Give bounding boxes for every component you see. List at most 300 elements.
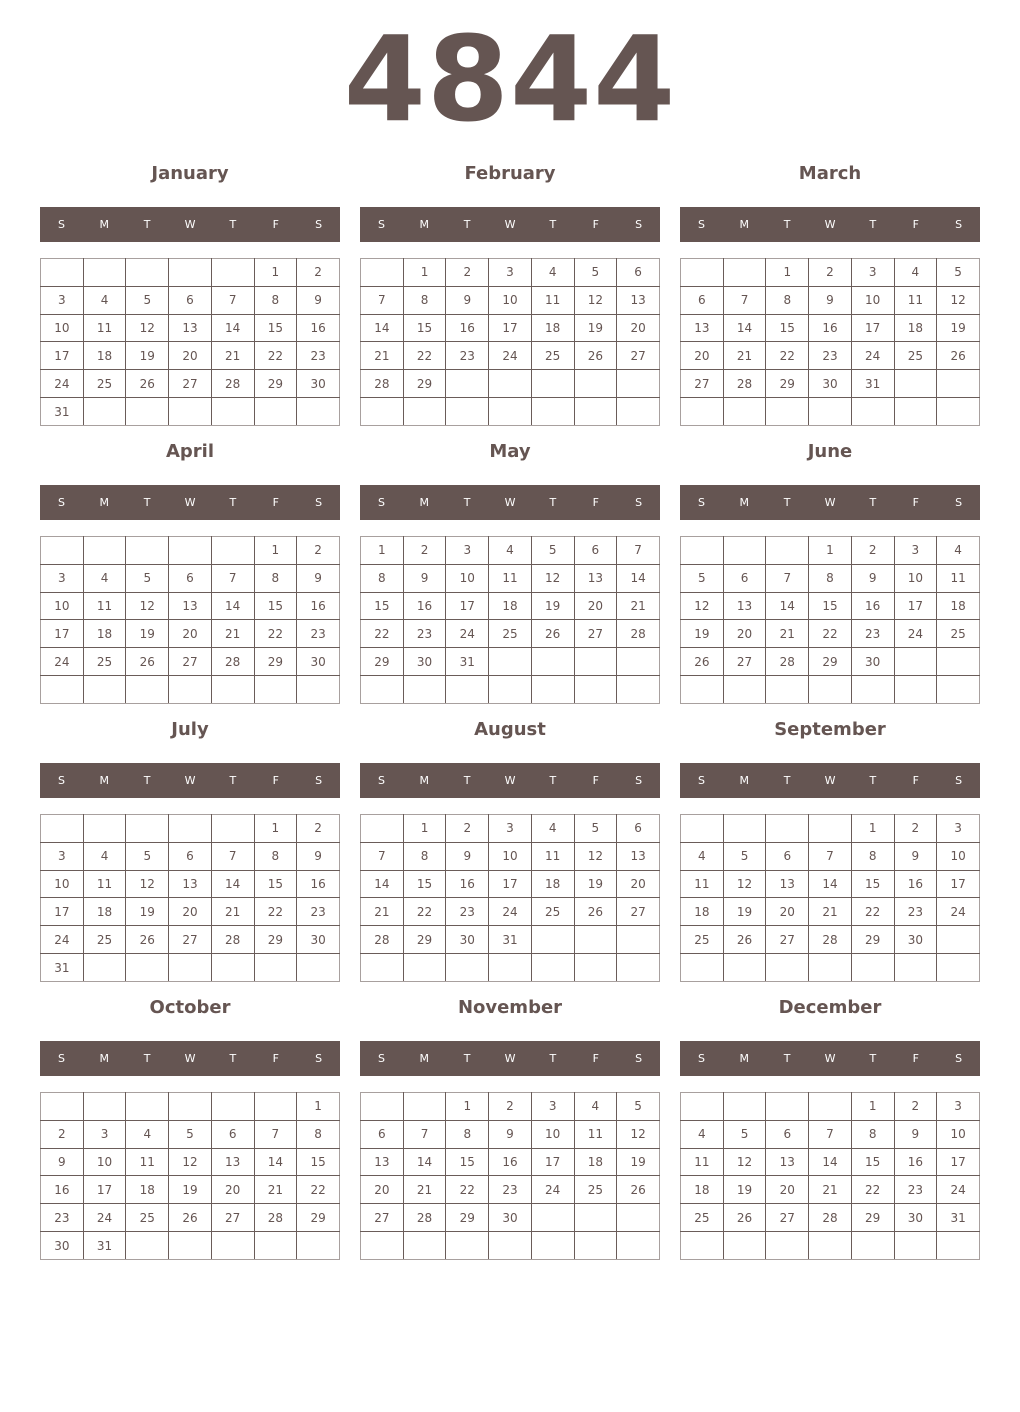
- day-cell: 6: [617, 815, 660, 843]
- day-cell: [681, 676, 724, 704]
- day-cell: 15: [809, 592, 852, 620]
- day-cell: 1: [361, 537, 404, 565]
- day-cell: [297, 1232, 340, 1260]
- day-cell: 28: [809, 1204, 852, 1232]
- weekday-label: M: [99, 1052, 110, 1065]
- day-cell: [937, 676, 980, 704]
- day-cell: [169, 259, 212, 287]
- week-row: [41, 1120, 340, 1148]
- day-cell: 2: [894, 815, 937, 843]
- day-cell: 17: [894, 592, 937, 620]
- day-cell: [894, 370, 937, 398]
- day-cell: 14: [617, 564, 660, 592]
- day-cell: 27: [766, 1204, 809, 1232]
- week-row: [41, 954, 340, 982]
- week-row: [361, 842, 660, 870]
- month-title: May: [489, 441, 531, 462]
- day-cell: 17: [937, 1148, 980, 1176]
- weekday-header: [40, 207, 340, 242]
- day-cell: 7: [211, 564, 254, 592]
- day-cell: [766, 398, 809, 426]
- weekday-header: [680, 763, 980, 798]
- day-cell: [361, 954, 404, 982]
- week-row: [681, 954, 980, 982]
- weekday-header: [360, 763, 660, 798]
- day-cell: [361, 398, 404, 426]
- day-cell: 18: [531, 870, 574, 898]
- day-cell: 21: [809, 1176, 852, 1204]
- day-cell: 1: [254, 815, 297, 843]
- day-cell: [723, 1232, 766, 1260]
- day-cell: 10: [41, 314, 84, 342]
- week-row: [41, 342, 340, 370]
- weekday-label: T: [549, 218, 557, 231]
- day-grid: [40, 258, 340, 426]
- day-cell: [41, 676, 84, 704]
- day-cell: 31: [937, 1204, 980, 1232]
- week-row: [681, 537, 980, 565]
- week-row: [681, 314, 980, 342]
- weekday-label: F: [592, 496, 599, 509]
- day-cell: 4: [531, 815, 574, 843]
- day-cell: 3: [489, 259, 532, 287]
- day-cell: 11: [83, 870, 126, 898]
- day-cell: [446, 370, 489, 398]
- day-cell: 9: [297, 286, 340, 314]
- day-cell: [41, 1093, 84, 1121]
- day-cell: 14: [766, 592, 809, 620]
- day-cell: 6: [169, 286, 212, 314]
- day-cell: [723, 259, 766, 287]
- day-cell: 24: [489, 898, 532, 926]
- day-cell: 4: [937, 537, 980, 565]
- day-cell: 7: [361, 286, 404, 314]
- day-grid: [680, 1092, 980, 1260]
- day-cell: [766, 954, 809, 982]
- day-cell: 4: [489, 537, 532, 565]
- day-cell: [41, 259, 84, 287]
- day-cell: 13: [169, 870, 212, 898]
- week-row: [681, 898, 980, 926]
- day-cell: [169, 1232, 212, 1260]
- day-cell: [574, 370, 617, 398]
- day-cell: 14: [361, 314, 404, 342]
- day-cell: 29: [297, 1204, 340, 1232]
- day-cell: 8: [766, 286, 809, 314]
- day-cell: 23: [403, 620, 446, 648]
- day-cell: 7: [809, 842, 852, 870]
- weekday-label: S: [697, 218, 705, 231]
- day-cell: 6: [723, 564, 766, 592]
- week-row: [41, 1232, 340, 1260]
- day-cell: 15: [766, 314, 809, 342]
- day-cell: 13: [766, 1148, 809, 1176]
- day-cell: [809, 1232, 852, 1260]
- day-cell: 2: [297, 537, 340, 565]
- week-row: [361, 286, 660, 314]
- day-cell: 24: [489, 342, 532, 370]
- day-cell: 8: [297, 1120, 340, 1148]
- week-row: [681, 259, 980, 287]
- day-cell: 27: [211, 1204, 254, 1232]
- day-cell: 15: [361, 592, 404, 620]
- weekday-label: T: [463, 774, 471, 787]
- day-cell: [254, 954, 297, 982]
- day-cell: 2: [446, 815, 489, 843]
- day-cell: 24: [41, 926, 84, 954]
- day-cell: 15: [254, 314, 297, 342]
- day-cell: 28: [211, 370, 254, 398]
- week-row: [41, 1093, 340, 1121]
- day-cell: 18: [937, 592, 980, 620]
- day-cell: 25: [531, 342, 574, 370]
- day-cell: [126, 398, 169, 426]
- weekday-label: S: [315, 218, 323, 231]
- day-cell: 6: [681, 286, 724, 314]
- week-row: [361, 648, 660, 676]
- day-cell: [41, 537, 84, 565]
- day-cell: 7: [361, 842, 404, 870]
- day-cell: 5: [169, 1120, 212, 1148]
- weekday-label: F: [272, 1052, 279, 1065]
- weekday-label: W: [504, 1052, 516, 1065]
- day-cell: 6: [169, 564, 212, 592]
- month-title: September: [774, 719, 886, 740]
- day-cell: 4: [681, 842, 724, 870]
- day-cell: 10: [446, 564, 489, 592]
- day-cell: 9: [489, 1120, 532, 1148]
- weekday-label: W: [824, 218, 836, 231]
- day-cell: 25: [489, 620, 532, 648]
- week-row: [361, 1176, 660, 1204]
- day-grid: [360, 1092, 660, 1260]
- day-cell: 1: [851, 1093, 894, 1121]
- day-cell: 29: [446, 1204, 489, 1232]
- month-title: April: [165, 441, 215, 462]
- day-cell: [297, 676, 340, 704]
- day-cell: 20: [211, 1176, 254, 1204]
- weekday-label: W: [504, 496, 516, 509]
- day-cell: 28: [361, 926, 404, 954]
- day-cell: 9: [403, 564, 446, 592]
- weekday-label: S: [697, 774, 705, 787]
- weekday-label: T: [549, 774, 557, 787]
- day-cell: 29: [809, 648, 852, 676]
- day-cell: 2: [297, 259, 340, 287]
- day-cell: 16: [297, 592, 340, 620]
- day-cell: 21: [617, 592, 660, 620]
- day-cell: 8: [361, 564, 404, 592]
- day-cell: 5: [723, 842, 766, 870]
- day-cell: 23: [809, 342, 852, 370]
- day-cell: [937, 954, 980, 982]
- weekday-label: S: [377, 218, 385, 231]
- weekday-header: [360, 1041, 660, 1076]
- day-cell: [361, 676, 404, 704]
- day-cell: 16: [489, 1148, 532, 1176]
- weekday-label: M: [419, 1052, 430, 1065]
- day-cell: 3: [894, 537, 937, 565]
- day-cell: 23: [446, 898, 489, 926]
- day-cell: 19: [937, 314, 980, 342]
- day-cell: 1: [403, 815, 446, 843]
- day-cell: 1: [446, 1093, 489, 1121]
- day-cell: [126, 954, 169, 982]
- day-cell: 23: [851, 620, 894, 648]
- day-cell: 13: [169, 314, 212, 342]
- day-cell: [403, 676, 446, 704]
- week-row: [361, 564, 660, 592]
- week-row: [681, 1120, 980, 1148]
- day-cell: [531, 954, 574, 982]
- day-cell: [489, 398, 532, 426]
- weekday-label: S: [57, 218, 65, 231]
- day-cell: [937, 648, 980, 676]
- week-row: [361, 1204, 660, 1232]
- weekday-header: [680, 1041, 980, 1076]
- day-cell: 8: [446, 1120, 489, 1148]
- day-cell: [403, 1093, 446, 1121]
- day-cell: 14: [403, 1148, 446, 1176]
- day-cell: 11: [83, 314, 126, 342]
- weekday-label: M: [739, 1052, 750, 1065]
- day-cell: 14: [254, 1148, 297, 1176]
- day-cell: [211, 1232, 254, 1260]
- weekday-label: T: [463, 218, 471, 231]
- day-cell: 13: [617, 286, 660, 314]
- day-cell: 5: [126, 842, 169, 870]
- day-cell: [681, 259, 724, 287]
- day-cell: 1: [254, 259, 297, 287]
- day-cell: [126, 676, 169, 704]
- weekday-label: T: [783, 496, 791, 509]
- week-row: [361, 898, 660, 926]
- day-cell: 12: [937, 286, 980, 314]
- day-cell: 29: [254, 370, 297, 398]
- day-cell: [617, 676, 660, 704]
- day-cell: 9: [446, 842, 489, 870]
- day-cell: [574, 1232, 617, 1260]
- day-cell: [446, 954, 489, 982]
- weekday-label: F: [912, 1052, 919, 1065]
- day-cell: 5: [937, 259, 980, 287]
- day-cell: 15: [403, 870, 446, 898]
- day-cell: 16: [403, 592, 446, 620]
- weekday-label: S: [315, 774, 323, 787]
- weekday-label: M: [739, 496, 750, 509]
- day-cell: 22: [809, 620, 852, 648]
- day-cell: 24: [937, 1176, 980, 1204]
- day-cell: 12: [574, 842, 617, 870]
- day-cell: 6: [361, 1120, 404, 1148]
- day-cell: 26: [723, 1204, 766, 1232]
- day-cell: 20: [617, 870, 660, 898]
- day-cell: [403, 398, 446, 426]
- weekday-label: S: [955, 1052, 963, 1065]
- week-row: [681, 815, 980, 843]
- weekday-label: S: [697, 1052, 705, 1065]
- day-cell: 21: [361, 898, 404, 926]
- day-cell: 31: [446, 648, 489, 676]
- day-cell: 1: [403, 259, 446, 287]
- weekday-header: [40, 763, 340, 798]
- day-cell: 22: [851, 1176, 894, 1204]
- day-cell: [254, 398, 297, 426]
- day-cell: [809, 398, 852, 426]
- weekday-label: W: [184, 774, 196, 787]
- day-cell: 7: [254, 1120, 297, 1148]
- week-row: [41, 1204, 340, 1232]
- week-row: [681, 370, 980, 398]
- day-cell: [894, 648, 937, 676]
- day-cell: 20: [681, 342, 724, 370]
- day-cell: 18: [83, 620, 126, 648]
- week-row: [41, 592, 340, 620]
- day-cell: 9: [894, 1120, 937, 1148]
- weekday-header: [40, 1041, 340, 1076]
- day-cell: 2: [41, 1120, 84, 1148]
- weekday-label: T: [229, 496, 237, 509]
- day-grid: [360, 536, 660, 704]
- day-cell: [851, 1232, 894, 1260]
- day-cell: [894, 398, 937, 426]
- day-cell: [809, 815, 852, 843]
- day-cell: 22: [766, 342, 809, 370]
- weekday-header: [360, 207, 660, 242]
- day-cell: [937, 926, 980, 954]
- week-row: [41, 564, 340, 592]
- day-cell: 27: [169, 648, 212, 676]
- day-cell: 17: [531, 1148, 574, 1176]
- day-cell: 11: [681, 1148, 724, 1176]
- day-cell: [617, 648, 660, 676]
- day-cell: 29: [403, 370, 446, 398]
- day-cell: [531, 676, 574, 704]
- day-cell: 7: [723, 286, 766, 314]
- day-cell: 13: [169, 592, 212, 620]
- day-cell: 18: [126, 1176, 169, 1204]
- day-cell: 26: [617, 1176, 660, 1204]
- day-cell: 12: [574, 286, 617, 314]
- weekday-label: S: [635, 496, 643, 509]
- day-cell: 26: [681, 648, 724, 676]
- day-cell: [361, 815, 404, 843]
- day-cell: 3: [41, 842, 84, 870]
- week-row: [681, 342, 980, 370]
- day-cell: [531, 398, 574, 426]
- day-cell: 18: [894, 314, 937, 342]
- day-cell: 11: [681, 870, 724, 898]
- day-cell: 10: [41, 870, 84, 898]
- weekday-label: M: [419, 774, 430, 787]
- day-cell: 27: [617, 342, 660, 370]
- weekday-label: T: [869, 774, 877, 787]
- day-cell: 23: [41, 1204, 84, 1232]
- day-cell: 26: [574, 342, 617, 370]
- day-cell: 17: [41, 342, 84, 370]
- day-cell: 26: [126, 370, 169, 398]
- day-cell: 16: [297, 870, 340, 898]
- day-cell: 27: [574, 620, 617, 648]
- day-cell: 19: [681, 620, 724, 648]
- day-cell: 19: [723, 1176, 766, 1204]
- weekday-label: S: [697, 496, 705, 509]
- day-cell: 18: [489, 592, 532, 620]
- day-cell: [403, 1232, 446, 1260]
- day-cell: 12: [169, 1148, 212, 1176]
- day-cell: [126, 537, 169, 565]
- day-cell: [681, 398, 724, 426]
- day-cell: 21: [361, 342, 404, 370]
- weekday-label: W: [824, 774, 836, 787]
- day-cell: 6: [211, 1120, 254, 1148]
- day-cell: 26: [126, 648, 169, 676]
- day-cell: [361, 1232, 404, 1260]
- day-cell: [531, 926, 574, 954]
- day-cell: [83, 954, 126, 982]
- day-cell: [211, 1093, 254, 1121]
- day-cell: 3: [937, 815, 980, 843]
- day-cell: 9: [297, 842, 340, 870]
- day-cell: 30: [403, 648, 446, 676]
- weekday-label: W: [824, 1052, 836, 1065]
- day-cell: [169, 1093, 212, 1121]
- day-cell: 4: [531, 259, 574, 287]
- day-cell: 5: [681, 564, 724, 592]
- day-cell: 8: [254, 842, 297, 870]
- week-row: [681, 398, 980, 426]
- day-cell: 3: [41, 564, 84, 592]
- day-cell: 8: [851, 1120, 894, 1148]
- week-row: [681, 1093, 980, 1121]
- day-cell: 13: [766, 870, 809, 898]
- day-cell: 23: [894, 1176, 937, 1204]
- day-cell: [723, 676, 766, 704]
- day-cell: [489, 676, 532, 704]
- day-cell: 10: [83, 1148, 126, 1176]
- day-cell: 10: [937, 842, 980, 870]
- week-row: [41, 870, 340, 898]
- day-cell: [681, 1093, 724, 1121]
- day-cell: [681, 954, 724, 982]
- day-cell: [169, 815, 212, 843]
- day-cell: 24: [446, 620, 489, 648]
- day-cell: 8: [254, 286, 297, 314]
- day-cell: 3: [83, 1120, 126, 1148]
- day-cell: 3: [41, 286, 84, 314]
- day-cell: 30: [809, 370, 852, 398]
- day-cell: 24: [83, 1204, 126, 1232]
- weekday-label: S: [57, 774, 65, 787]
- week-row: [361, 926, 660, 954]
- day-cell: 25: [894, 342, 937, 370]
- weekday-label: S: [377, 496, 385, 509]
- day-cell: [574, 648, 617, 676]
- day-cell: 1: [809, 537, 852, 565]
- day-cell: 29: [766, 370, 809, 398]
- month-title: August: [474, 719, 546, 740]
- weekday-label: S: [635, 1052, 643, 1065]
- day-cell: 25: [531, 898, 574, 926]
- day-cell: 23: [297, 620, 340, 648]
- week-row: [41, 842, 340, 870]
- day-grid: [40, 536, 340, 704]
- day-cell: 12: [617, 1120, 660, 1148]
- day-cell: 23: [297, 342, 340, 370]
- day-cell: 20: [617, 314, 660, 342]
- day-cell: [41, 815, 84, 843]
- day-cell: 4: [126, 1120, 169, 1148]
